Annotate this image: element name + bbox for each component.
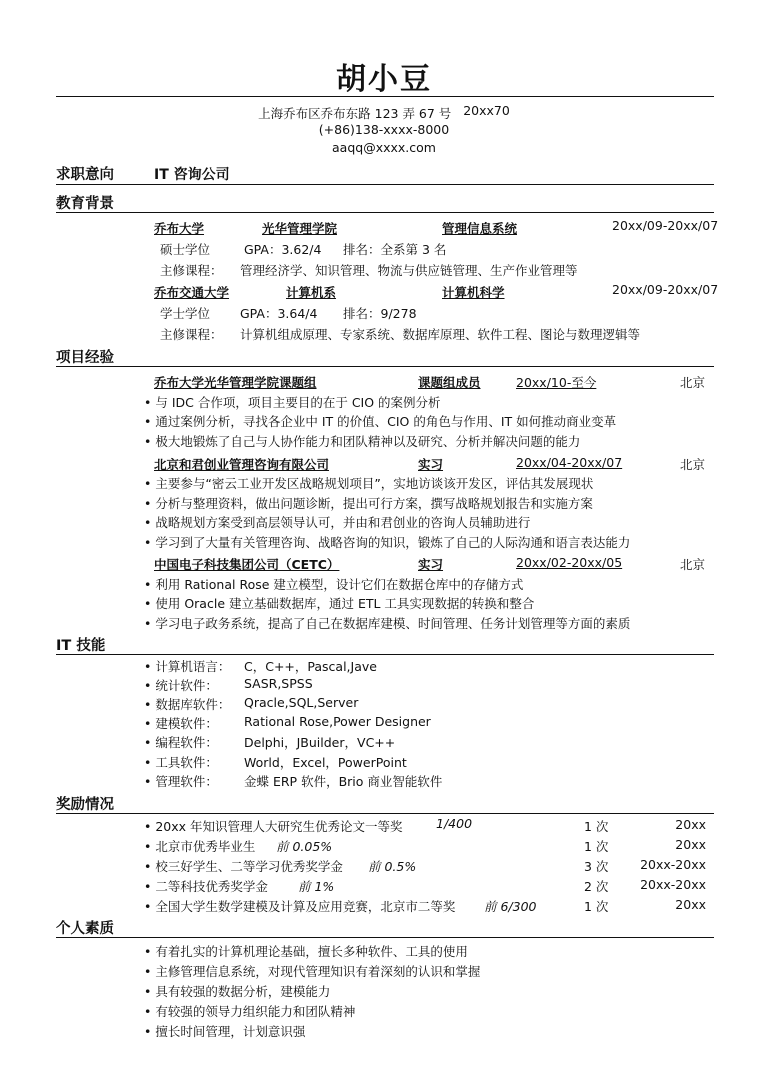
quality-item: • 擅长时间管理，计划意识强: [144, 1022, 305, 1040]
skill-value: World，Excel，PowerPoint: [244, 755, 407, 770]
quality-item: • 主修管理信息系统，对现代管理知识有着深刻的认识和掌握: [144, 962, 480, 980]
award-count: 1 次: [584, 899, 609, 914]
edu-college: 光华管理学院: [262, 221, 338, 236]
award-count: 2 次: [584, 879, 609, 894]
award-name: • 二等科技优秀奖学金: [144, 877, 268, 895]
award-year: 20xx-20xx: [640, 877, 706, 892]
project-bullet: • 通过案例分析，寻找各企业中 IT 的价值、CIO 的角色与作用、IT 如何推动商业变革: [144, 412, 616, 430]
edu-school: 乔布大学: [154, 221, 205, 236]
edu-degree: 学士学位: [160, 306, 211, 321]
contact-email: aaqq@xxxx.com: [332, 140, 436, 155]
award-year: 20xx: [675, 837, 706, 852]
skills-heading: IT 技能: [56, 638, 106, 654]
award-rank: 1/400: [436, 816, 473, 831]
skill-value: 金蝶 ERP 软件，Brio 商业智能软件: [244, 774, 443, 789]
skill-label: • 建模软件：: [144, 714, 218, 732]
award-name: • 20xx 年知识管理人大研究生优秀论文一等奖: [144, 817, 403, 835]
edu-courses-label: 主修课程：: [160, 263, 223, 278]
resume-name: 胡小豆: [336, 62, 432, 97]
skill-value: Rational Rose,Power Designer: [244, 714, 431, 729]
quality-item: • 有较强的领导力组织能力和团队精神: [144, 1002, 355, 1020]
edu-school: 乔布交通大学: [154, 285, 230, 300]
award-rank: 前 0.5%: [368, 859, 417, 874]
skill-label: • 计算机语言：: [144, 657, 230, 675]
edu-major: 管理信息系统: [442, 221, 518, 236]
project-role: 实习: [418, 457, 444, 472]
award-rank: 前 1%: [298, 879, 335, 894]
contact-postcode: 20xx70: [463, 103, 510, 118]
edu-college: 计算机系: [286, 285, 337, 300]
skill-value: C，C++，Pascal,Jave: [244, 659, 377, 674]
project-bullet: • 极大地锻炼了自己与人协作能力和团队精神以及研究、分析并解决问题的能力: [144, 432, 580, 450]
project-bullet: • 分析与整理资料，做出问题诊断，提出可行方案，撰写战略规划报告和实施方案: [144, 494, 593, 512]
project-role: 课题组成员: [418, 375, 481, 390]
project-city: 北京: [680, 375, 706, 390]
edu-major: 计算机科学: [442, 285, 505, 300]
contact-phone: (+86)138-xxxx-8000: [318, 122, 450, 137]
edu-degree: 硕士学位: [160, 242, 211, 257]
award-count: 3 次: [584, 859, 609, 874]
award-count: 1 次: [584, 819, 609, 834]
award-count: 1 次: [584, 839, 609, 854]
skill-label: • 编程软件：: [144, 733, 218, 751]
quality-item: • 有着扎实的计算机理论基础，擅长多种软件、工具的使用: [144, 942, 468, 960]
skill-label: • 数据库软件：: [144, 695, 230, 713]
header-divider: [56, 96, 714, 97]
award-year: 20xx: [675, 897, 706, 912]
project-period: 20xx/10-至今: [516, 375, 597, 390]
quality-item: • 具有较强的数据分析，建模能力: [144, 982, 330, 1000]
skills-divider: [56, 654, 714, 655]
project-period: 20xx/04-20xx/07: [516, 455, 623, 470]
project-period: 20xx/02-20xx/05: [516, 555, 623, 570]
edu-gpa: GPA：3.64/4: [240, 306, 318, 321]
project-bullet: • 使用 Oracle 建立基础数据库，通过 ETL 工具实现数据的转换和整合: [144, 594, 534, 612]
edu-period: 20xx/09-20xx/07: [612, 282, 719, 297]
award-rank: 前 6/300: [484, 899, 537, 914]
projects-divider: [56, 366, 714, 367]
award-name: • 全国大学生数学建模及计算及应用竞赛，北京市二等奖: [144, 897, 455, 915]
project-org: 中国电子科技集团公司（CETC）: [154, 557, 340, 572]
award-year: 20xx: [675, 817, 706, 832]
objective-heading: 求职意向: [56, 167, 114, 183]
education-heading: 教育背景: [56, 196, 114, 212]
skill-value: Delphi，JBuilder，VC++: [244, 735, 396, 750]
award-rank: 前 0.05%: [276, 839, 333, 854]
awards-divider: [56, 813, 714, 814]
qualities-divider: [56, 937, 714, 938]
edu-rank: 排名：全系第 3 名: [343, 242, 447, 257]
skill-value: Qracle,SQL,Server: [244, 695, 359, 710]
project-bullet: • 与 IDC 合作项，项目主要目的在于 CIO 的案例分析: [144, 393, 441, 411]
skill-label: • 管理软件：: [144, 772, 218, 790]
edu-gpa: GPA：3.62/4: [244, 242, 322, 257]
edu-rank: 排名：9/278: [343, 306, 417, 321]
education-divider: [56, 212, 714, 213]
contact-address: 上海乔布区乔布东路 123 弄 67 号: [258, 106, 452, 121]
qualities-heading: 个人素质: [56, 921, 114, 937]
award-year: 20xx-20xx: [640, 857, 706, 872]
edu-courses-label: 主修课程：: [160, 327, 223, 342]
project-bullet: • 学习到了大量有关管理咨询、战略咨询的知识，锻炼了自己的人际沟通和语言表达能力: [144, 533, 630, 551]
project-bullet: • 学习电子政务系统，提高了自己在数据库建模、时间管理、任务计划管理等方面的素质: [144, 614, 630, 632]
project-bullet: • 主要参与“密云工业开发区战略规划项目”，实地访谈该开发区，评估其发展现状: [144, 474, 593, 492]
edu-courses: 管理经济学、知识管理、物流与供应链管理、生产作业管理等: [240, 263, 578, 278]
contact-address-line: [0, 104, 768, 122]
project-bullet: • 利用 Rational Rose 建立模型，设计它们在数据仓库中的存储方式: [144, 575, 523, 593]
award-name: • 北京市优秀毕业生: [144, 837, 255, 855]
edu-period: 20xx/09-20xx/07: [612, 218, 719, 233]
project-city: 北京: [680, 557, 706, 572]
edu-courses: 计算机组成原理、专家系统、数据库原理、软件工程、图论与数理逻辑等: [240, 327, 641, 342]
award-name: • 校三好学生、二等学习优秀奖学金: [144, 857, 343, 875]
objective-divider: [56, 184, 714, 185]
project-role: 实习: [418, 557, 444, 572]
awards-heading: 奖励情况: [56, 797, 114, 813]
project-city: 北京: [680, 457, 706, 472]
skill-label: • 工具软件：: [144, 753, 218, 771]
projects-heading: 项目经验: [56, 350, 114, 366]
project-bullet: • 战略规划方案受到高层领导认可，并由和君创业的咨询人员辅助进行: [144, 513, 530, 531]
skill-label: • 统计软件：: [144, 676, 218, 694]
project-org: 乔布大学光华管理学院课题组: [154, 375, 317, 390]
skill-value: SASR,SPSS: [244, 676, 313, 691]
objective-value: IT 咨询公司: [154, 167, 230, 183]
project-org: 北京和君创业管理咨询有限公司: [154, 457, 330, 472]
